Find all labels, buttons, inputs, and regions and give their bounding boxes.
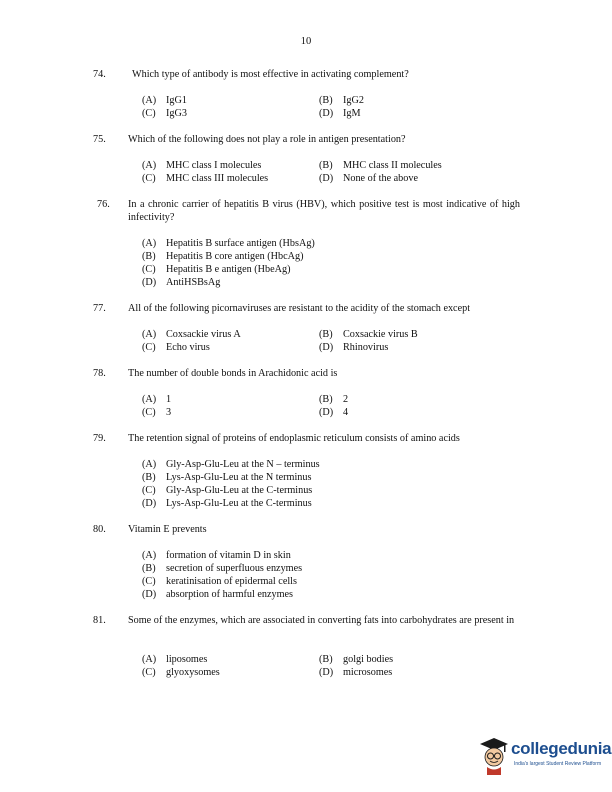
option-text: Lys-Asp-Glu-Leu at the N terminus (166, 472, 312, 483)
option-text: Coxsackie virus A (166, 329, 241, 340)
option-a (142, 550, 522, 563)
option-c (142, 173, 268, 186)
options-79 (142, 459, 522, 511)
option-text: Rhinovirus (343, 342, 389, 353)
question-number: 76. (97, 199, 110, 210)
question-text: Some of the enzymes, which are associated in converting fats into carbohydrates are present in (128, 615, 515, 626)
option-letter: (D) (319, 342, 334, 353)
option-d (142, 277, 522, 290)
collegedunia-logo (478, 736, 612, 778)
option-letter: (A) (142, 329, 157, 340)
option-text: 1 (166, 394, 172, 405)
option-letter: (B) (319, 329, 333, 340)
option-letter: (A) (142, 654, 157, 665)
option-text: Lys-Asp-Glu-Leu at the C-terminus (166, 498, 312, 509)
option-text: IgG1 (166, 95, 187, 106)
question-text: Which of the following does not play a role in antigen presentation? (128, 134, 406, 145)
option-letter: (D) (142, 498, 157, 509)
option-letter: (D) (319, 407, 334, 418)
question-number: 75. (93, 134, 106, 145)
option-a (142, 459, 522, 472)
option-text: Hepatitis B e antigen (HbeAg) (166, 264, 291, 275)
option-text: formation of vitamin D in skin (166, 550, 291, 561)
option-text: Hepatitis B surface antigen (HbsAg) (166, 238, 315, 249)
option-letter: (D) (319, 173, 334, 184)
option-c (142, 576, 522, 589)
option-text: 4 (343, 407, 349, 418)
option-text: microsomes (343, 667, 393, 678)
question-text: The retention signal of proteins of endoplasmic reticulum consists of amino acids (128, 433, 460, 444)
option-text: IgG2 (343, 95, 364, 106)
option-text: secretion of superfluous enzymes (166, 563, 303, 574)
option-letter: (B) (142, 472, 156, 483)
option-d (319, 667, 392, 680)
option-a (142, 394, 171, 407)
option-b (142, 251, 522, 264)
option-letter: (C) (142, 173, 156, 184)
option-letter: (A) (142, 394, 157, 405)
option-letter: (D) (142, 277, 157, 288)
question-text: Vitamin E prevents (128, 524, 207, 535)
option-d (319, 108, 361, 121)
page-number: 10 (300, 36, 312, 47)
option-letter: (C) (142, 407, 156, 418)
option-letter: (B) (319, 394, 333, 405)
question-text: Which type of antibody is most effective in activating complement? (132, 69, 409, 80)
option-letter: (B) (319, 654, 333, 665)
option-text: liposomes (166, 654, 208, 665)
option-d (319, 173, 418, 186)
option-letter: (B) (142, 563, 156, 574)
option-d (142, 498, 522, 511)
option-letter: (C) (142, 667, 156, 678)
option-letter: (B) (319, 160, 333, 171)
option-letter: (B) (319, 95, 333, 106)
option-text: AntiHSBsAg (166, 277, 221, 288)
logo-wordmark: collegedunia (511, 739, 612, 758)
option-text: MHC class II molecules (343, 160, 442, 171)
option-letter: (C) (142, 576, 156, 587)
option-b (319, 329, 418, 342)
option-text: IgG3 (166, 108, 187, 119)
option-text: IgM (343, 108, 361, 119)
option-b (319, 160, 442, 173)
option-d (319, 342, 388, 355)
option-text: keratinisation of epidermal cells (166, 576, 297, 587)
option-letter: (B) (142, 251, 156, 262)
option-letter: (A) (142, 238, 157, 249)
option-text: Gly-Asp-Glu-Leu at the N – terminus (166, 459, 320, 470)
option-letter: (A) (142, 95, 157, 106)
option-c (142, 342, 210, 355)
option-a (142, 95, 187, 108)
option-text: MHC class III molecules (166, 173, 269, 184)
option-letter: (A) (142, 459, 157, 470)
option-a (142, 654, 207, 667)
option-text: Hepatitis B core antigen (HbcAg) (166, 251, 304, 262)
options-80 (142, 550, 522, 602)
options-76 (142, 238, 522, 290)
option-text: MHC class I molecules (166, 160, 262, 171)
option-a (142, 329, 241, 342)
option-letter: (C) (142, 264, 156, 275)
option-letter: (C) (142, 485, 156, 496)
option-a (142, 238, 522, 251)
option-text: Echo virus (166, 342, 210, 353)
option-b (142, 563, 522, 576)
option-letter: (D) (319, 108, 334, 119)
option-c (142, 264, 522, 277)
logo-tagline: India's largest Student Review Platform (514, 761, 602, 767)
question-number: 79. (93, 433, 106, 444)
option-letter: (A) (142, 550, 157, 561)
option-b (319, 394, 348, 407)
question-number: 81. (93, 615, 106, 626)
question-text: In a chronic carrier of hepatitis B virus (HBV), which positive test is most indicative of high infectivity? (128, 199, 520, 223)
option-b (319, 95, 364, 108)
option-text: absorption of harmful enzymes (166, 589, 294, 600)
option-text: 3 (166, 407, 172, 418)
option-text: None of the above (343, 173, 418, 184)
option-b (319, 654, 393, 667)
question-number: 77. (93, 303, 106, 314)
option-text: glyoxysomes (166, 667, 220, 678)
option-a (142, 160, 261, 173)
question-text: The number of double bonds in Arachidonic acid is (128, 368, 338, 379)
option-letter: (D) (142, 589, 157, 600)
question-number: 78. (93, 368, 106, 379)
question-number: 80. (93, 524, 106, 535)
option-d (142, 589, 522, 602)
option-b (142, 472, 522, 485)
option-d (319, 407, 348, 420)
option-letter: (C) (142, 342, 156, 353)
question-number: 74. (93, 69, 106, 80)
option-c (142, 407, 171, 420)
option-c (142, 485, 522, 498)
option-text: 2 (343, 394, 349, 405)
student-mascot-icon (478, 736, 510, 776)
option-text: Gly-Asp-Glu-Leu at the C-terminus (166, 485, 313, 496)
option-letter: (A) (142, 160, 157, 171)
option-c (142, 108, 187, 121)
option-text: golgi bodies (343, 654, 394, 665)
question-text: All of the following picornaviruses are resistant to the acidity of the stomach except (128, 303, 471, 314)
option-c (142, 667, 220, 680)
option-text: Coxsackie virus B (343, 329, 418, 340)
option-letter: (D) (319, 667, 334, 678)
option-letter: (C) (142, 108, 156, 119)
